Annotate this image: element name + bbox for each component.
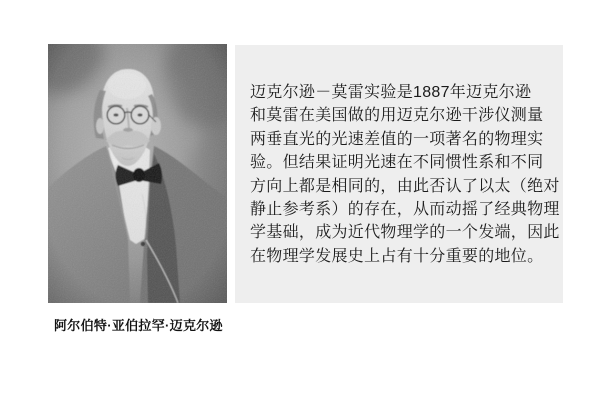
- description-line: 迈克尔逊－莫雷实验是1887年迈克尔逊: [250, 84, 532, 101]
- description-line: 方向上都是相同的，由此否认了以太（绝对: [250, 177, 560, 195]
- description-line: 两垂直光的光速差值的一项著名的物理实: [250, 130, 544, 148]
- portrait-photo: [48, 44, 227, 303]
- photo-caption: 阿尔伯特·亚伯拉罕·迈克尔逊: [54, 318, 223, 333]
- description-line: 和莫雷在美国做的用迈克尔逊干涉仪测量: [250, 107, 544, 125]
- description-line: 学基础，成为近代物理学的一个发端，因此: [250, 224, 560, 242]
- portrait-photo-art: [48, 44, 227, 303]
- description-line: 在物理学发展史上占有十分重要的地位。: [250, 247, 544, 265]
- description-box: [235, 45, 563, 303]
- photo-grain: [48, 44, 227, 303]
- description-line: 静止参考系）的存在，从而动摇了经典物理: [250, 201, 560, 219]
- description-line: 验。但结果证明光速在不同惯性系和不同: [250, 154, 544, 172]
